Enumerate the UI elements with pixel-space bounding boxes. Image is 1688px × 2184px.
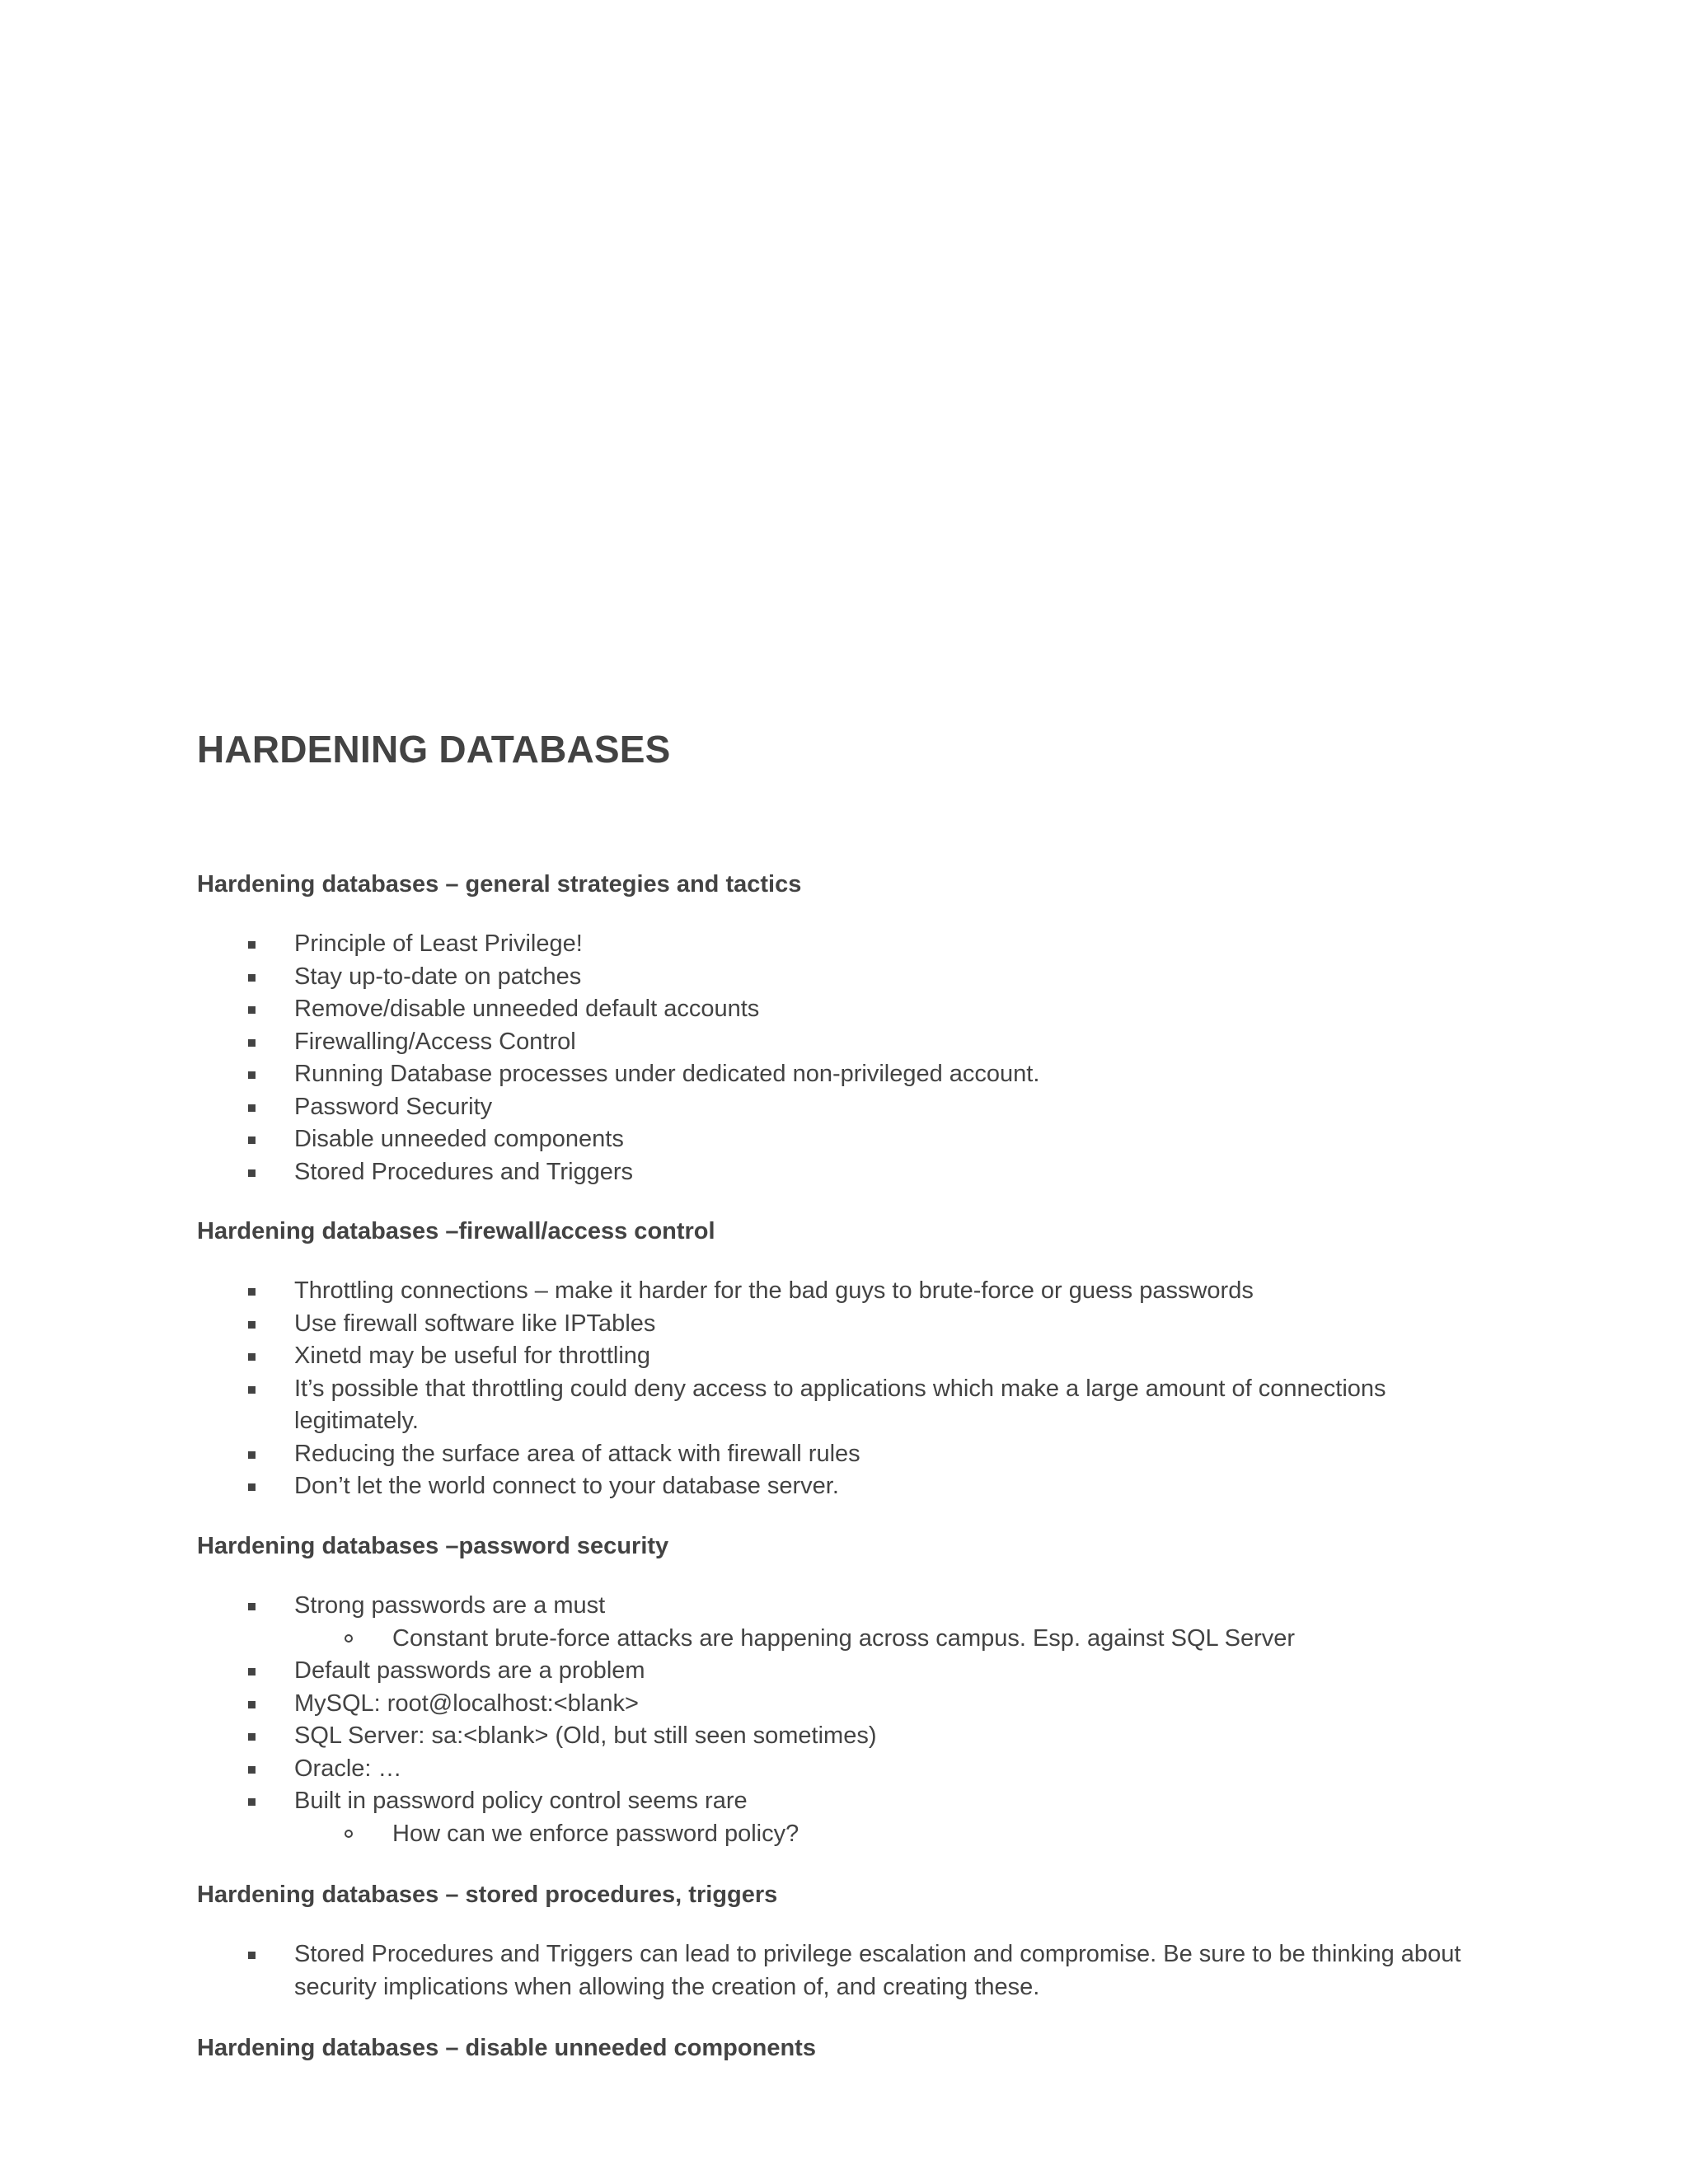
list-item-text: Stored Procedures and Triggers can lead to privilege escalation and compromise. Be sure to be thinking about security implications when allowing the creation of, and creating these. [294, 1941, 1461, 2000]
list-item-text: Don’t let the world connect to your database server. [294, 1473, 839, 1499]
square-bullet-icon [248, 1006, 256, 1014]
list-item [197, 1026, 1433, 1059]
list-item [197, 1938, 1531, 2004]
list-item-text: Use firewall software like IPTables [294, 1310, 656, 1337]
square-bullet-icon [248, 1668, 256, 1675]
section-general-strategies [197, 868, 1433, 1188]
square-bullet-icon [248, 1766, 256, 1774]
list-item [197, 1688, 1433, 1721]
section-heading: Hardening databases – general strategies and tactics [197, 871, 802, 898]
sub-list-item-text: Constant brute-force attacks are happening across campus. Esp. against SQL Server [392, 1624, 1296, 1652]
list-item-text: Built in password policy control seems rare [294, 1788, 748, 1814]
sub-list-item [197, 1623, 1433, 1656]
bullet-list [197, 1275, 1433, 1503]
square-bullet-icon [248, 941, 256, 949]
list-item-text: Principle of Least Privilege! [294, 930, 583, 957]
list-item-text: Reducing the surface area of attack with firewall rules [294, 1440, 860, 1467]
square-bullet-icon [248, 1798, 256, 1806]
square-bullet-icon [248, 1137, 256, 1144]
list-item [197, 993, 1433, 1026]
list-item-text: Xinetd may be useful for throttling [294, 1343, 651, 1369]
list-item [197, 1655, 1433, 1688]
list-item [197, 1308, 1433, 1341]
circle-bullet-icon [345, 1634, 353, 1643]
square-bullet-icon [248, 1104, 256, 1112]
list-item [197, 1785, 1433, 1818]
section-firewall-access-control [197, 1215, 1433, 1503]
square-bullet-icon [248, 1603, 256, 1610]
list-item [197, 928, 1433, 961]
section-heading: Hardening databases – disable unneeded components [197, 2035, 816, 2061]
square-bullet-icon [248, 1952, 256, 1959]
square-bullet-icon [248, 1483, 256, 1491]
list-item-text: Remove/disable unneeded default accounts [294, 996, 760, 1022]
list-item [197, 1373, 1506, 1438]
list-item-text: Firewalling/Access Control [294, 1028, 576, 1055]
square-bullet-icon [248, 1353, 256, 1361]
list-item-text: Default passwords are a problem [294, 1657, 645, 1684]
list-item [197, 1720, 1433, 1753]
sub-list-item [197, 1818, 1433, 1851]
list-item-text: Stay up-to-date on patches [294, 963, 582, 990]
bullet-list [197, 1938, 1461, 2004]
square-bullet-icon [248, 1288, 256, 1296]
list-item [197, 961, 1433, 994]
section-heading: Hardening databases –password security [197, 1533, 669, 1559]
list-item [197, 1470, 1433, 1503]
list-item [197, 1438, 1433, 1471]
circle-bullet-icon [345, 1830, 353, 1838]
list-item-text: Throttling connections – make it harder for the bad guys to brute-force or guess passwords [294, 1277, 1254, 1304]
section-heading: Hardening databases –firewall/access control [197, 1218, 715, 1244]
square-bullet-icon [248, 1169, 256, 1177]
list-item-text: Disable unneeded components [294, 1126, 624, 1152]
square-bullet-icon [248, 974, 256, 982]
square-bullet-icon [248, 1321, 256, 1329]
square-bullet-icon [248, 1039, 256, 1047]
list-item [197, 1058, 1433, 1091]
square-bullet-icon [248, 1071, 256, 1079]
document-title: HARDENING DATABASES [197, 728, 671, 771]
list-item-text: MySQL: root@localhost:<blank> [294, 1690, 639, 1717]
section-heading: Hardening databases – stored procedures, triggers [197, 1882, 778, 1908]
square-bullet-icon [248, 1701, 256, 1708]
list-item-text: Stored Procedures and Triggers [294, 1158, 634, 1185]
list-item [197, 1123, 1433, 1156]
list-item [197, 1340, 1433, 1373]
square-bullet-icon [248, 1386, 256, 1394]
list-item-text: Strong passwords are a must [294, 1592, 606, 1619]
section-stored-procedures-triggers [197, 1878, 1461, 2004]
square-bullet-icon [248, 1451, 256, 1459]
list-item [197, 1091, 1433, 1124]
list-item-text: Oracle: … [294, 1755, 402, 1782]
list-item-text: SQL Server: sa:<blank> (Old, but still seen sometimes) [294, 1722, 877, 1749]
list-item [197, 1275, 1433, 1308]
bullet-list [197, 928, 1433, 1188]
section-disable-unneeded-components [197, 2032, 1433, 2064]
list-item-text: Password Security [294, 1093, 493, 1120]
bullet-list [197, 1590, 1433, 1850]
list-item-text: It’s possible that throttling could deny access to applications which make a large amount of connections legitimately. [294, 1375, 1386, 1434]
list-item [197, 1753, 1433, 1786]
square-bullet-icon [248, 1733, 256, 1741]
section-password-security [197, 1530, 1433, 1850]
list-item [197, 1590, 1433, 1623]
list-item [197, 1156, 1433, 1189]
list-item-text: Running Database processes under dedicated non-privileged account. [294, 1061, 1040, 1087]
sub-list-item-text: How can we enforce password policy? [392, 1820, 799, 1847]
